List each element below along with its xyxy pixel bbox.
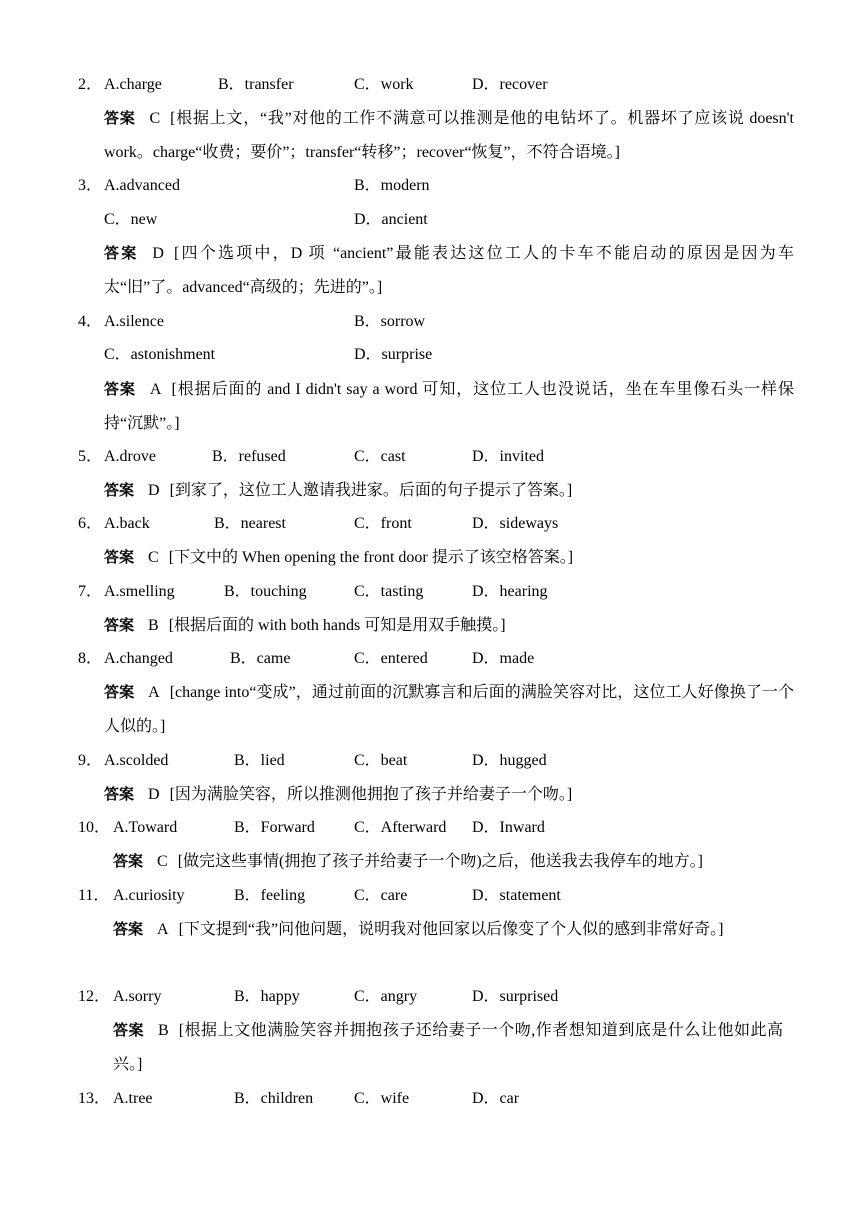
option-d: D．invited [472, 448, 544, 465]
option-d: D．car [472, 1090, 520, 1107]
answer-explanation: [根据上文，“我”对他的工作不满意可以推测是他的电钻坏了。机器坏了应该说 doesn't work。charge“收费；要价”；transfer“转移”；recover“恢复”，不符合语境。] [104, 110, 794, 161]
option-b: B．Forward [234, 819, 315, 836]
option-d: D．Inward [472, 819, 545, 836]
option-a: A.charge [104, 76, 162, 93]
option-b: B．lied [234, 752, 285, 769]
option-a: A.smelling [104, 583, 175, 600]
question-4-row-2 [0, 343, 860, 367]
answer-label: 答案 [113, 1021, 145, 1039]
question-number: 5． [78, 448, 103, 465]
option-c: C．tasting [354, 583, 424, 600]
option-b: B．refused [212, 448, 286, 465]
option-a: A.curiosity [113, 887, 185, 904]
option-a: A.sorry [113, 988, 162, 1005]
option-b: B．came [230, 650, 291, 667]
option-c: C．angry [354, 988, 418, 1005]
question-3 [0, 174, 860, 198]
answer-explanation: [因为满脸笑容，所以推测他拥抱了孩子并给妻子一个吻。] [169, 786, 573, 803]
question-number: 4． [78, 313, 103, 330]
answer-letter: A [148, 684, 160, 701]
answer-explanation: [下文中的 When opening the front door 提示了该空格答案。] [168, 549, 574, 566]
option-c: C．work [354, 76, 414, 93]
option-a: A.drove [104, 448, 156, 465]
answer-explanation: [根据后面的 with both hands 可知是用双手触摸。] [168, 617, 506, 634]
option-c: C．astonishment [104, 346, 216, 363]
answer-6 [104, 540, 794, 575]
option-d: D．ancient [354, 211, 428, 228]
question-11 [0, 884, 860, 908]
question-9 [0, 749, 860, 773]
answer-label: 答案 [104, 109, 136, 127]
option-c: C．care [354, 887, 408, 904]
answer-explanation: [做完这些事情(拥抱了孩子并给妻子一个吻)之后，他送我去我停车的地方。] [177, 853, 704, 870]
answer-5 [104, 473, 794, 508]
question-5 [0, 445, 860, 469]
answer-label: 答案 [104, 244, 139, 262]
answer-4 [104, 372, 794, 441]
question-13 [0, 1087, 860, 1111]
answer-7 [104, 608, 794, 643]
option-a: A.advanced [104, 177, 180, 194]
answer-explanation: [change into“变成”，通过前面的沉默寡言和后面的满脸笑容对比，这位工人好像换了一个人似的。] [104, 684, 794, 735]
option-b: B．sorrow [354, 313, 426, 330]
option-c: C．new [104, 211, 158, 228]
answer-letter: D [152, 245, 164, 262]
answer-label: 答案 [104, 785, 135, 803]
option-b: B．children [234, 1090, 314, 1107]
answer-2 [104, 101, 794, 170]
answer-explanation: [根据上文他满脸笑容并拥抱孩子还给妻子一个吻,作者想知道到底是什么让他如此高兴。] [113, 1022, 783, 1073]
question-number: 10． [78, 819, 111, 836]
option-a: A.Toward [113, 819, 178, 836]
answer-letter: B [158, 1022, 169, 1039]
answer-letter: C [148, 549, 159, 566]
answer-12 [113, 1013, 783, 1082]
option-a: A.silence [104, 313, 164, 330]
answer-letter: A [149, 381, 162, 398]
question-6 [0, 512, 860, 536]
answer-label: 答案 [104, 481, 135, 499]
answer-label: 答案 [104, 380, 136, 398]
answer-10 [113, 844, 783, 879]
answer-letter: D [148, 786, 160, 803]
question-number: 3． [78, 177, 103, 194]
question-number: 8． [78, 650, 103, 667]
option-a: A.changed [104, 650, 173, 667]
answer-letter: A [157, 921, 169, 938]
question-12 [0, 985, 860, 1009]
question-number: 12． [78, 988, 111, 1005]
option-d: D．surprised [472, 988, 559, 1005]
option-c: C．beat [354, 752, 408, 769]
option-c: C．entered [354, 650, 428, 667]
answer-letter: B [148, 617, 159, 634]
option-d: D．surprise [354, 346, 433, 363]
answer-explanation: [下文提到“我”问他问题，说明我对他回家以后像变了个人似的感到非常好奇。] [178, 921, 724, 938]
option-a: A.scolded [104, 752, 169, 769]
question-7 [0, 580, 860, 604]
question-10 [0, 816, 860, 840]
answer-explanation: [四个选项中，D 项 “ancient”最能表达这位工人的卡车不能启动的原因是因为车太“旧”了。advanced“高级的；先进的”。] [104, 245, 794, 296]
question-number: 2． [78, 76, 103, 93]
option-b: B．nearest [214, 515, 286, 532]
answer-3 [104, 236, 794, 305]
answer-9 [104, 777, 794, 812]
answer-letter: C [157, 853, 168, 870]
option-b: B．modern [354, 177, 430, 194]
question-3-row-2 [0, 208, 860, 232]
question-8 [0, 647, 860, 671]
answer-11 [113, 912, 783, 947]
option-c: C．Afterward [354, 819, 447, 836]
question-number: 9． [78, 752, 103, 769]
option-d: D．recover [472, 76, 548, 93]
answer-8 [104, 675, 794, 744]
answer-label: 答案 [104, 683, 135, 701]
answer-label: 答案 [113, 852, 144, 870]
option-b: B．happy [234, 988, 300, 1005]
question-number: 6． [78, 515, 103, 532]
answer-explanation: [根据后面的 and I didn't say a word 可知，这位工人也没说话，坐在车里像石头一样保持“沉默”。] [104, 381, 794, 432]
option-a: A.back [104, 515, 150, 532]
option-c: C．cast [354, 448, 406, 465]
option-c: C．front [354, 515, 412, 532]
option-d: D．hearing [472, 583, 548, 600]
question-number: 13． [78, 1090, 111, 1107]
answer-letter: C [149, 110, 161, 127]
option-b: B．feeling [234, 887, 306, 904]
question-number: 7． [78, 583, 103, 600]
question-4 [0, 310, 860, 334]
answer-letter: D [148, 482, 160, 499]
option-d: D．statement [472, 887, 561, 904]
option-d: D．sideways [472, 515, 559, 532]
answer-label: 答案 [104, 548, 135, 566]
option-c: C．wife [354, 1090, 410, 1107]
option-b: B．touching [224, 583, 307, 600]
question-number: 11． [78, 887, 110, 904]
answer-explanation: [到家了，这位工人邀请我进家。后面的句子提示了答案。] [169, 482, 573, 499]
question-2 [0, 73, 860, 97]
answer-label: 答案 [113, 920, 144, 938]
option-a: A.tree [113, 1090, 153, 1107]
option-d: D．made [472, 650, 535, 667]
option-d: D．hugged [472, 752, 547, 769]
option-b: B．transfer [218, 76, 294, 93]
answer-label: 答案 [104, 616, 135, 634]
